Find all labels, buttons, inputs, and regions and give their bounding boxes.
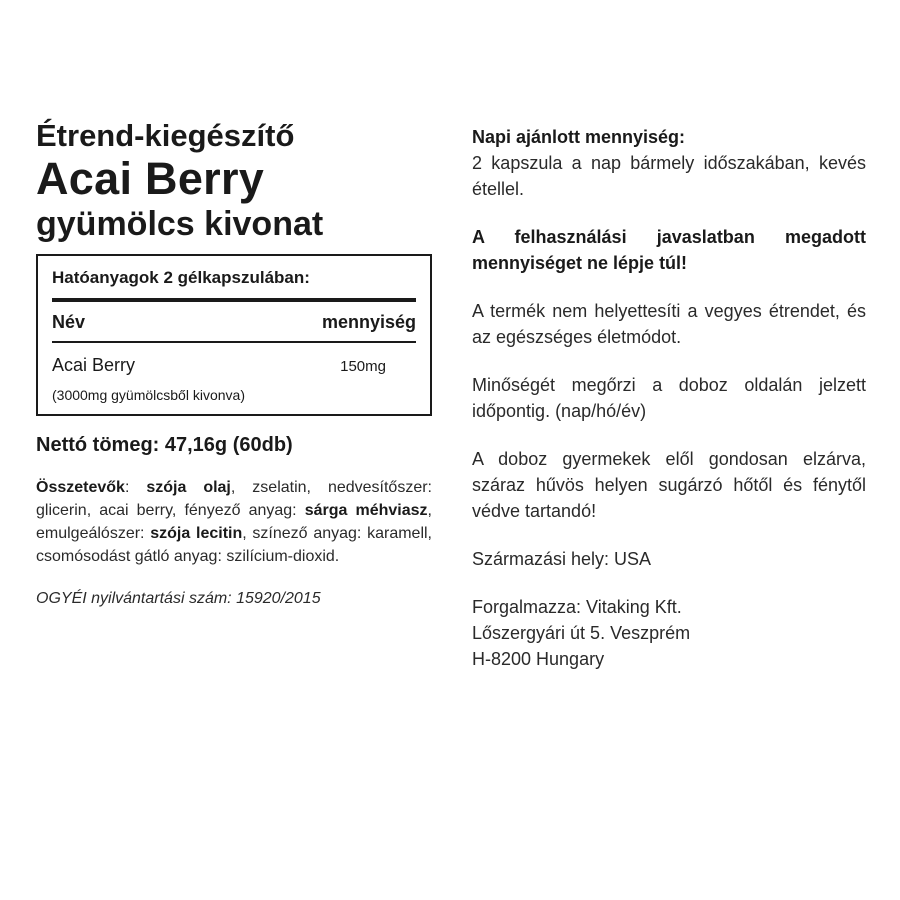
- left-column: [36, 118, 432, 626]
- ingredients-column-headers: [52, 302, 416, 343]
- dosage-text: 2 kapszula a nap bármely időszakában, kevés étellel.: [472, 153, 866, 199]
- net-weight: Nettó tömeg: 47,16g (60db): [36, 434, 293, 456]
- allergen-soy-lecithin: szója lecitin: [150, 525, 243, 542]
- allergen-beeswax: sárga méhviasz: [304, 502, 428, 519]
- product-name: Acai Berry: [36, 153, 265, 204]
- composition-part: :: [124, 479, 147, 496]
- composition-part: , színező anyag: karamell, csomósodást gátló anyag: szilícium-dioxid.: [36, 525, 432, 565]
- ingredient-row: [52, 343, 416, 376]
- product-category: Étrend-kiegészítő: [36, 118, 295, 153]
- storage-note: A doboz gyermekek elől gondosan elzárva, száraz hűvös helyen sugárzó hőtől és fénytől védve tartandó!: [472, 449, 866, 521]
- distributor-address: Lőszergyári út 5. Veszprém: [472, 623, 691, 643]
- composition-part: , emulgeálószer:: [36, 502, 432, 542]
- column-amount-header: mennyiség: [321, 312, 416, 332]
- ingredient-name: Acai Berry: [52, 355, 136, 375]
- composition-text: [36, 476, 432, 568]
- product-subtitle: gyümölcs kivonat: [36, 205, 324, 243]
- column-name-header: Név: [52, 312, 86, 332]
- active-ingredients-box: [36, 254, 432, 416]
- ingredient-note: (3000mg gyümölcsből kivonva): [52, 387, 245, 403]
- registration-number: OGYÉI nyilvántartási szám: 15920/2015: [36, 590, 321, 607]
- dosage-label: Napi ajánlott mennyiség:: [472, 127, 686, 147]
- ingredients-heading: Hatóanyagok 2 gélkapszulában:: [52, 266, 416, 302]
- composition-part: , zselatin, nedvesítőszer: glicerin, acai berry, fényező anyag:: [36, 479, 432, 519]
- dosage-warning: A felhasználási javaslatban megadott mennyiséget ne lépje túl!: [472, 227, 866, 273]
- origin-note: Származási hely: USA: [472, 549, 652, 569]
- distributor-line: Forgalmazza: Vitaking Kft.: [472, 597, 682, 617]
- dosage-section: [472, 124, 866, 202]
- distributor-country: H-8200 Hungary: [472, 649, 605, 669]
- right-column: [472, 124, 866, 694]
- distributor-block: [472, 594, 866, 672]
- best-before-note: Minőségét megőrzi a doboz oldalán jelzett időpontig. (nap/hó/év): [472, 375, 866, 421]
- ingredient-amount: 150mg: [340, 358, 386, 375]
- allergen-soy-oil: szója olaj: [146, 479, 231, 496]
- composition-label: Összetevők: [36, 479, 125, 496]
- diet-note: A termék nem helyettesíti a vegyes étrendet, és az egészséges életmódot.: [472, 301, 866, 347]
